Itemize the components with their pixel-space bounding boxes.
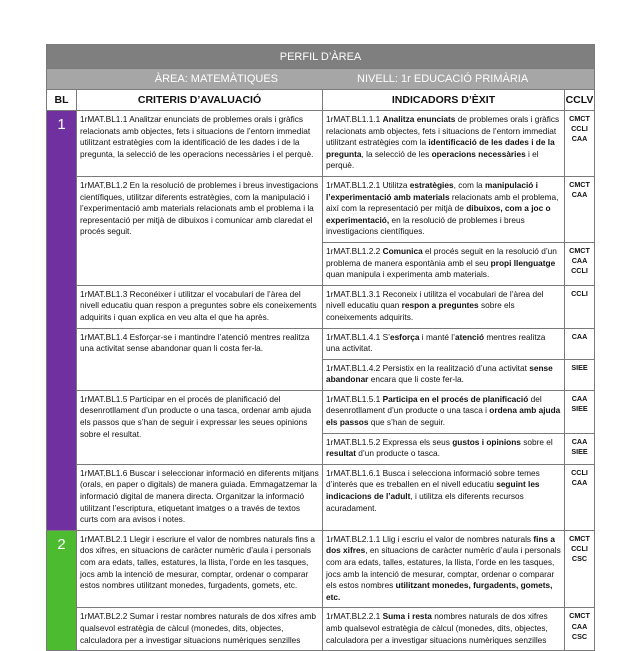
indicator-segment: sobre el xyxy=(520,436,553,447)
competence-code: CAA xyxy=(571,393,588,403)
competence-codes xyxy=(565,433,595,464)
indicator-segment: Analitza enunciats xyxy=(382,114,456,124)
area-profile-page xyxy=(46,44,594,651)
indicator-segment: 1rMAT.BL1.1.1 xyxy=(326,114,383,124)
indicator-segment: identificació de les dades i de la pregunta xyxy=(326,137,555,159)
indicator-text xyxy=(323,608,565,651)
table-row xyxy=(47,390,595,433)
indicator-segment: encara que li coste fer-la. xyxy=(368,374,464,385)
indicator-segment: ordena amb ajuda els passos xyxy=(326,405,561,428)
indicator-segment: manipulació i l’experimentació amb materials xyxy=(326,179,538,202)
indicator-segment: 1rMAT.BL1.4.2 Persistix en la realització d’una activitat xyxy=(326,362,530,373)
competence-codes xyxy=(565,328,595,359)
indicator-segment: i manté l’ xyxy=(419,331,455,342)
column-header-cclv: CCLV xyxy=(565,90,595,111)
indicator-segment: 1rMAT.BL2.1.1 Llig i escriu el valor de nombres naturals xyxy=(326,533,534,544)
criterion-text: 1rMAT.BL2.1 Llegir i escriure el valor de nombres naturals fins a dos xifres, en situacions de caràcter numèric d’aula i personals com ara edats, talles, estatures, la llista, l’orde en les tasques, jocs amb la intenció de mesurar, comptar, ordenar o comparar estos nombres utilitzant monedes, furgadents, gomets, etc. xyxy=(77,530,323,608)
indicator-segment: estratègies xyxy=(409,179,454,190)
indicator-segment: el procés seguit en la resolució d’un problema de manera espontània amb el seu xyxy=(326,245,557,268)
competence-code: CMCT xyxy=(569,245,590,255)
criterion-text: 1rMAT.BL1.3 Reconéixer i utilitzar el vocabulari de l’àrea del nivell educatiu quan respon a preguntes sobre els coneixements adquirits i quan explica en veu alta el que ha après. xyxy=(77,285,323,328)
competence-codes xyxy=(565,176,595,242)
criterion-text: 1rMAT.BL1.6 Buscar i seleccionar informació en diferents mitjans (orals, en paper o digitals) de manera guiada. Emmagatzemar la informació digital de manera directa. Organitzar la informació utilitzant l’escriptura, etiquetant imatges o a través de textos curts com ara avisos i notes. xyxy=(77,464,323,530)
competence-code: CCLI xyxy=(571,288,588,298)
table-row xyxy=(47,111,595,177)
indicator-segment: 1rMAT.BL1.6.1 Busca i selecciona informació sobre temes d’interés que es treballen en el nivell educatiu xyxy=(326,467,540,490)
indicator-text xyxy=(323,285,565,328)
indicator-segment: utilitzant monedes, furgadents, gomets, etc. xyxy=(326,580,553,602)
indicator-segment: 1rMAT.BL1.5.1 xyxy=(326,393,383,404)
competence-code: CAA xyxy=(571,190,588,200)
competence-code: CMCT xyxy=(569,179,590,189)
criterion-text: 1rMAT.BL1.1 Analitzar enunciats de problemes orals i gràfics relacionats amb objectes, fets i situacions de l’entorn immediat utilitzant estratègies com la identificació de les dades i de la pregunta, la selecció de les operacions necessàries i el perquè. xyxy=(77,111,323,177)
indicator-segment: gustos i opinions xyxy=(452,436,521,447)
competence-codes xyxy=(565,111,595,177)
competence-code: CAA xyxy=(571,478,588,488)
competence-code: CCLI xyxy=(571,544,588,554)
criterion-text: 1rMAT.BL1.2 En la resolució de problemes i breus investigacions científiques, utilitzar diferents estratègies, com la manipulació i l’experimentació amb materials relacionats amb el problema i la representació per mitjà de dibuixos i comunicar amb claredat el procés seguit. xyxy=(77,176,323,285)
competence-code: CCLI xyxy=(571,467,588,477)
competence-code: SIEE xyxy=(571,446,588,456)
indicator-segment: 1rMAT.BL2.2.1 xyxy=(326,611,383,622)
indicator-segment: d’un producte o tasca. xyxy=(355,448,440,459)
indicator-text xyxy=(323,464,565,530)
competence-code: CAA xyxy=(571,436,588,446)
indicator-segment: , i utilitza els diferents recursos acuradament. xyxy=(326,491,524,513)
indicator-segment: en la resolució de problemes i breus investigacions científiques. xyxy=(326,214,525,237)
criterion-text: 1rMAT.BL1.4 Esforçar-se i mantindre l’atenció mentres realitza una activitat sense abandonar quan li costa fer-la. xyxy=(77,328,323,390)
indicator-segment: 1rMAT.BL1.2.2 xyxy=(326,245,383,256)
indicator-text xyxy=(323,176,565,242)
indicator-segment: respon a preguntes xyxy=(401,300,479,311)
competence-code: CMCT xyxy=(569,114,590,123)
indicator-segment: fins a dos xifres xyxy=(326,533,556,556)
competence-code: SIEE xyxy=(571,404,588,414)
competence-code: CAA xyxy=(571,621,588,631)
competence-codes xyxy=(565,608,595,651)
column-header-indicadors: INDICADORS D’ÈXIT xyxy=(323,90,565,111)
indicator-segment: mentres realitza una activitat. xyxy=(326,331,546,354)
table-row xyxy=(47,464,595,530)
competence-codes xyxy=(565,359,595,390)
block-number: 1 xyxy=(47,111,77,531)
competence-code: CSC xyxy=(571,554,588,564)
indicator-segment: Participa en el procés de planificació xyxy=(382,393,529,404)
table-row xyxy=(47,608,595,651)
indicator-segment: atenció xyxy=(455,331,485,342)
competence-code: CSC xyxy=(571,631,588,641)
competence-code: CAA xyxy=(571,331,588,341)
indicator-text xyxy=(323,359,565,390)
indicator-segment: sobre els coneixements adquirits. xyxy=(326,300,515,322)
indicator-segment: 1rMAT.BL1.2.1 Utilitza xyxy=(326,179,410,190)
indicator-segment: nombres naturals de dos xifres amb qualsevol estratègia de càlcul (monedes, dits, objectes, calculadora per a investigar situacions numèriques senzilles xyxy=(326,611,548,645)
indicator-text xyxy=(323,111,565,177)
indicator-segment: del desenrotllament d’un producte o una tasca i xyxy=(326,393,542,416)
column-header-bl: BL xyxy=(47,90,77,111)
block-number: 2 xyxy=(47,530,77,650)
indicator-segment: esforça xyxy=(389,331,420,342)
competence-code: CAA xyxy=(571,134,588,144)
indicator-text xyxy=(323,242,565,285)
competence-code: SIEE xyxy=(571,362,588,372)
indicator-segment: quan manipula i experimenta amb materials. xyxy=(326,269,490,280)
profile-table xyxy=(46,44,595,651)
indicator-segment: Suma i resta xyxy=(382,611,432,622)
indicator-segment: propi llenguatge xyxy=(490,257,556,268)
indicator-segment: de problemes orals i gràfics relacionats amb objectes, fets i situacions de l’entorn immediat utilitzant estratègies com la xyxy=(326,114,560,148)
indicator-segment: , la selecció de les xyxy=(361,148,432,159)
area-label: ÀREA: MATEMÀTIQUES xyxy=(154,73,278,85)
table-row xyxy=(47,176,595,242)
column-header-criteris: CRITERIS D’AVALUACIÓ xyxy=(77,90,323,111)
criterion-text: 1rMAT.BL2.2 Sumar i restar nombres naturals de dos xifres amb qualsevol estratègia de càlcul (monedes, dits, objectes, calculadora per a investigar situacions numèriques senzilles xyxy=(77,608,323,651)
indicator-segment: , com la xyxy=(453,179,485,190)
indicator-text xyxy=(323,433,565,464)
indicator-segment: 1rMAT.BL1.4.1 S’ xyxy=(326,331,390,342)
indicator-segment: que s’han de seguir. xyxy=(368,417,446,428)
competence-codes xyxy=(565,530,595,608)
indicator-segment: 1rMAT.BL1.5.2 Expressa els seus xyxy=(326,436,453,447)
table-row xyxy=(47,328,595,359)
indicator-segment: operacions necessàries xyxy=(431,148,526,159)
indicator-segment: sense abandonar xyxy=(326,362,553,385)
competence-codes xyxy=(565,464,595,530)
criterion-text: 1rMAT.BL1.5 Participar en el procés de planificació del desenrotllament d’un producte o una tasca, ordenar amb ajuda els passos que s’han de seguir i expressar les seues opinions sobre el resultat. xyxy=(77,390,323,464)
competence-code: CCLI xyxy=(571,266,588,276)
competence-codes xyxy=(565,285,595,328)
competence-code: CAA xyxy=(571,256,588,266)
page-title: PERFIL D’ÀREA xyxy=(47,45,595,69)
indicator-segment: relacionats amb el problema, així com la representació per mitjà de xyxy=(326,191,559,214)
indicator-segment: i el perquè. xyxy=(326,148,539,171)
indicator-segment: dibuixos, com a joc o experimentació, xyxy=(326,203,551,225)
indicator-segment: Comunica xyxy=(382,245,423,256)
table-row xyxy=(47,530,595,608)
indicator-text xyxy=(323,530,565,608)
indicator-text xyxy=(323,328,565,359)
competence-code: CCLI xyxy=(571,124,588,134)
indicator-segment: , en situacions de caràcter numèric d’aula i personals com ara edats, talles, estatures, la llista, l’orde en les tasques, jocs amb la intenció de mesurar, comptar, ordenar o comparar els estos nombres xyxy=(326,545,561,591)
competence-codes xyxy=(565,242,595,285)
competence-code: CMCT xyxy=(569,611,590,621)
indicator-segment: 1rMAT.BL1.3.1 Reconeix i utilitza el vocabulari de l’àrea del nivell educatiu quan xyxy=(326,288,544,311)
table-row xyxy=(47,285,595,328)
indicator-segment: seguint les indicacions de l’adult xyxy=(326,479,540,502)
indicator-segment: resultat xyxy=(326,448,356,459)
indicator-text xyxy=(323,390,565,433)
competence-codes xyxy=(565,390,595,433)
area-level-row xyxy=(47,69,595,90)
level-label: NIVELL: 1r EDUCACIÓ PRIMÀRIA xyxy=(357,73,529,85)
competence-code: CMCT xyxy=(569,533,590,543)
